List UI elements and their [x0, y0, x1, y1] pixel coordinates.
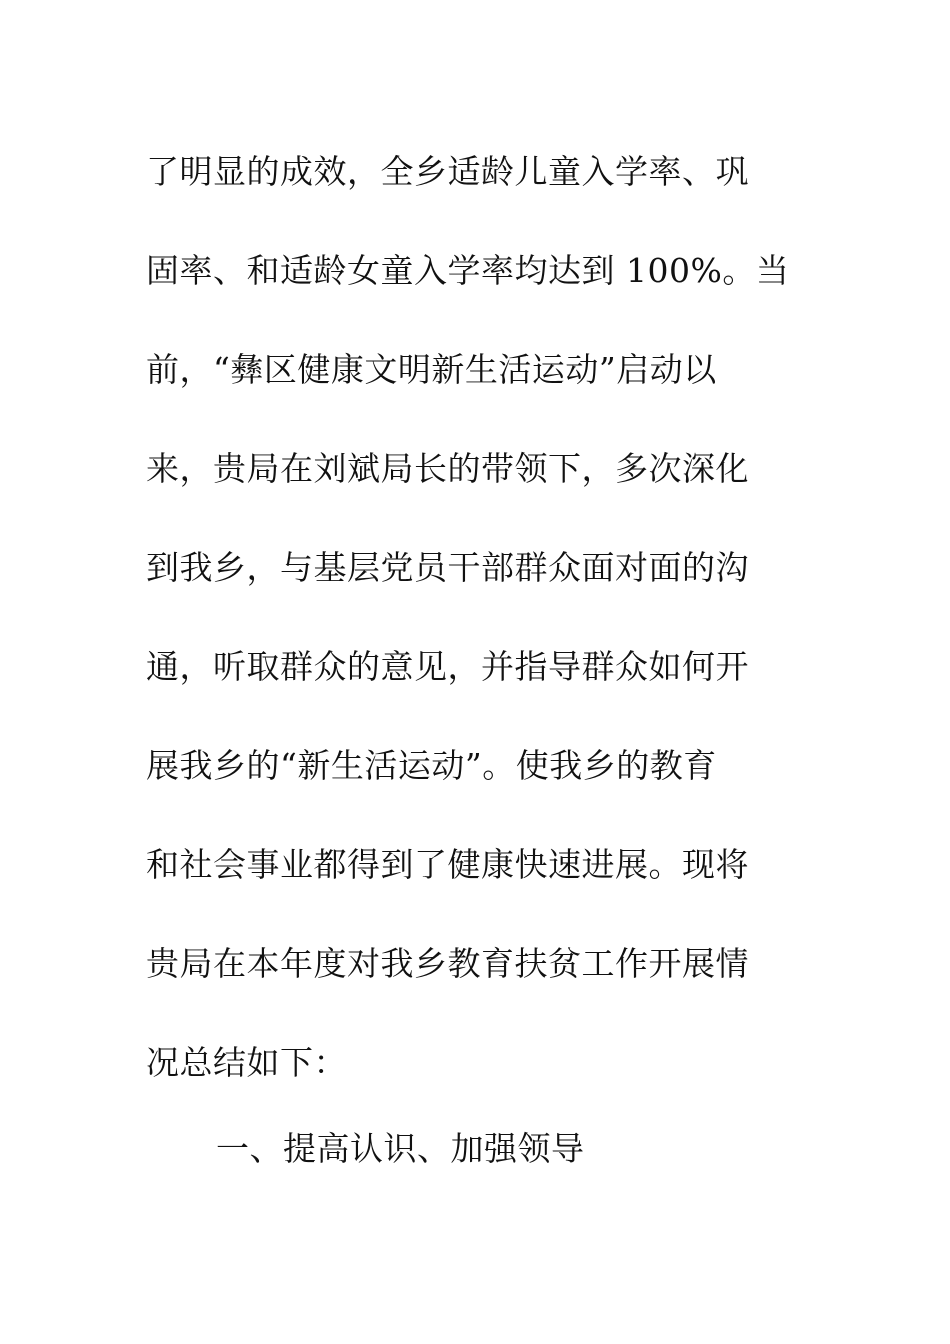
paragraph-line: 固率、和适龄女童入学率均达到 100%。当	[146, 251, 790, 290]
paragraph-line: 况总结如下：	[146, 1043, 347, 1082]
paragraph-line: 和社会事业都得到了健康快速进展。现将	[146, 845, 749, 884]
paragraph-line: 展我乡的“新生活运动”。使我乡的教育	[146, 746, 717, 785]
paragraph-line: 来，贵局在刘斌局长的带领下，多次深化	[146, 449, 749, 488]
paragraph-line: 了明显的成效，全乡适龄儿童入学率、巩	[146, 152, 749, 191]
section-heading: 一、提高认识、加强领导	[216, 1129, 585, 1168]
paragraph-line: 通，听取群众的意见，并指导群众如何开	[146, 647, 749, 686]
paragraph-line: 贵局在本年度对我乡教育扶贫工作开展情	[146, 944, 749, 983]
body-paragraph	[146, 122, 806, 1112]
paragraph-line: 到我乡，与基层党员干部群众面对面的沟	[146, 548, 749, 587]
paragraph-line: 前，“彝区健康文明新生活运动”启动以	[146, 350, 717, 389]
